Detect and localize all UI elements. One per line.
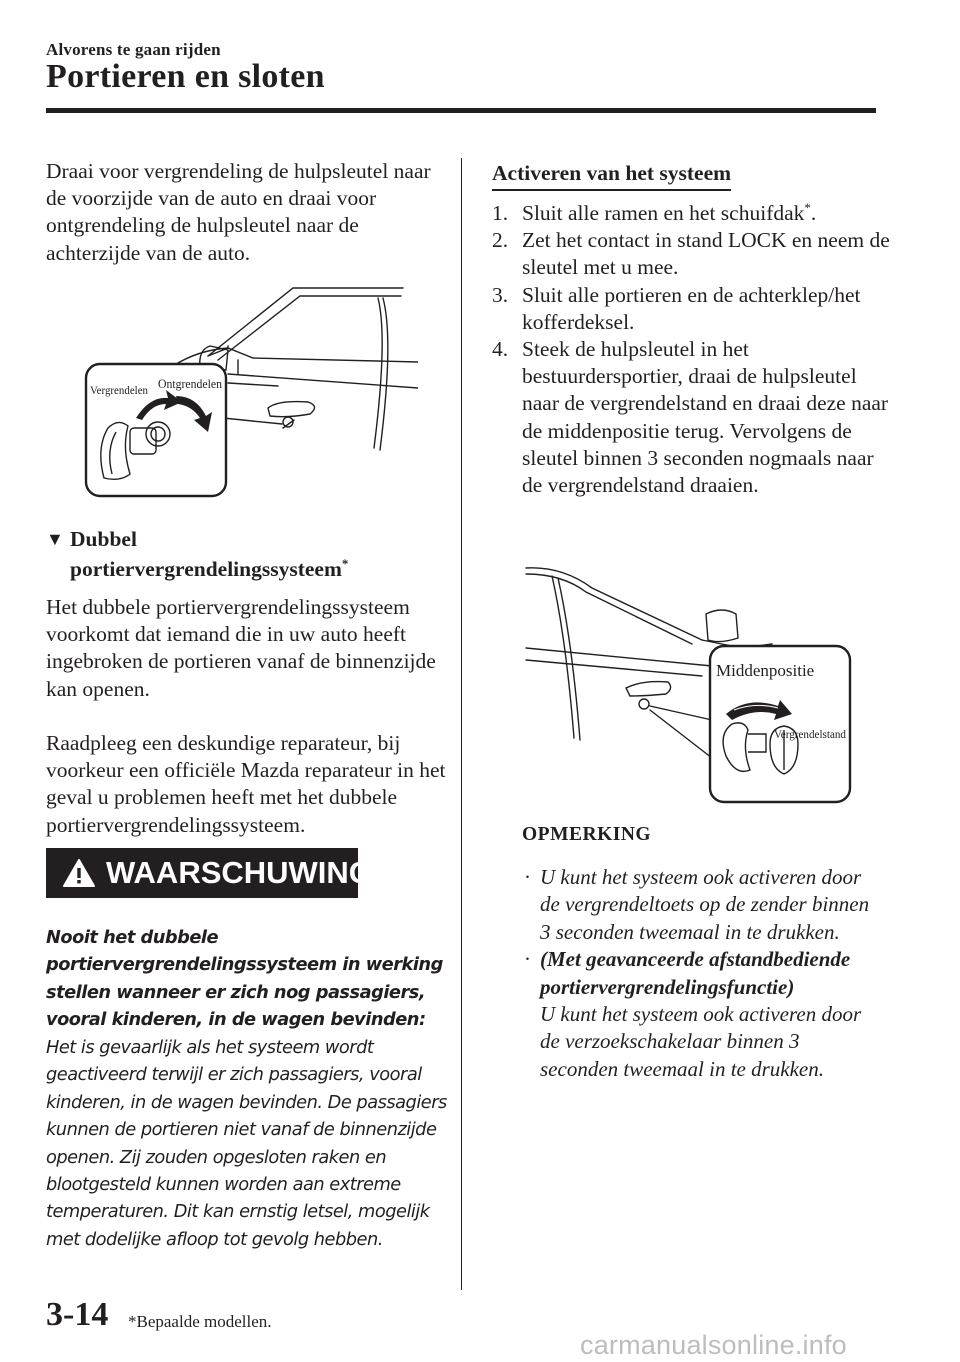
bullet: · [524, 865, 531, 889]
note-list [522, 864, 882, 1083]
triangle-icon: ▼ [46, 529, 64, 549]
note-heading: OPMERKING [522, 824, 652, 845]
warning-banner [46, 848, 373, 898]
steps-list [492, 200, 892, 499]
step-item [492, 227, 892, 281]
double-lock-illustration [522, 548, 862, 808]
subheading-double-lock [46, 524, 446, 584]
step-text: Steek de hulpsleutel in het bestuurdersportier, draai de hulpsleutel naar de vergrendelstand en draai deze naar de middenpositie terug. Vervolgens de sleutel binnen 3 seconden nogmaals naar de vergrendelstand draaien. [522, 337, 889, 498]
subheading-line1: Dubbel [70, 527, 137, 551]
section-label: Alvorens te gaan rijden [46, 40, 221, 59]
step-item [492, 336, 892, 499]
activate-system-heading: Activeren van het systeem [492, 160, 731, 191]
bullet: · [524, 947, 531, 972]
asterisk: * [341, 556, 349, 571]
paragraph-repair: Raadpleeg een deskundige reparateur, bij voorkeur een officiële Mazda reparateur in het geval u problemen heeft met het dubbele portiervergrendelingssysteem. [46, 731, 446, 837]
step-text: Sluit alle portieren en de achterklep/het kofferdeksel. [522, 282, 861, 334]
warning-bold-text: Nooit het dubbele portiervergrendelingssysteem in werking stellen wanneer er zich nog passagiers, vooral kinderen, in de wagen bevinden: [46, 927, 443, 1031]
step-text: Sluit alle ramen en het schuifdak [522, 201, 805, 225]
note-condition: (Met geavanceerde afstandbediende portiervergrendelingsfunctie) [540, 947, 851, 999]
warning-body-text: Het is gevaarlijk als het systeem wordt geactiveerd terwijl er zich passagiers, vooral kinderen, in de wagen bevinden. De passagiers kunnen de portieren niet vanaf de binnenzijde openen. Zij zouden opgesloten raken en blootgesteld kunnen worden aan extreme temperaturen. Dit kan ernstig letsel, mogelijk met dodelijke afloop tot gevolg hebben. [46, 1037, 447, 1250]
step-item [492, 282, 892, 336]
paragraph-description: Het dubbele portiervergrendelingssysteem voorkomt dat iemand die in uw auto heeft ingebroken de portieren vanaf de binnenzijde kan openen. [46, 595, 436, 701]
step-punctuation: . [810, 201, 817, 225]
watermark: carmanualsonline.info [580, 1330, 847, 1360]
page-number: 3-14 [46, 1296, 109, 1333]
warning-triangle-icon [62, 858, 96, 888]
note-text: U kunt het systeem ook activeren door de verzoekschakelaar binnen 3 seconden tweemaal in te drukken. [540, 1002, 862, 1081]
door-lock-illustration [78, 278, 418, 500]
column-divider [461, 158, 462, 1290]
lock-label: Vergrendelen [90, 385, 149, 397]
lock-position-label: Vergrendelstand [774, 727, 846, 741]
step-number: 1. [492, 201, 509, 225]
middle-position-label: Middenpositie [716, 661, 815, 680]
note-item [522, 946, 882, 1083]
page-title: Portieren en sloten [46, 58, 325, 95]
note-item [522, 864, 882, 946]
step-item [492, 200, 892, 227]
warning-label: WAARSCHUWING [106, 855, 373, 890]
footnote: *Bepaalde modellen. [128, 1312, 272, 1331]
asterisk: * [804, 200, 811, 215]
intro-paragraph: Draai voor vergrendeling de hulpsleutel naar de voorzijde van de auto en draai voor ontgrendeling de hulpsleutel naar de achterzijde van de auto. [46, 159, 431, 265]
step-text: Zet het contact in stand LOCK en neem de sleutel met u mee. [522, 228, 890, 280]
unlock-label: Ontgrendelen [158, 376, 223, 391]
step-number: 3. [492, 282, 509, 307]
step-number: 4. [492, 337, 509, 362]
subheading-line2: portiervergrendelingssysteem [70, 557, 342, 581]
step-number: 2. [492, 228, 509, 253]
header-rule [46, 108, 876, 113]
note-text: U kunt het systeem ook activeren door de vergrendeltoets op de zender binnen 3 seconden tweemaal in te drukken. [540, 865, 870, 944]
